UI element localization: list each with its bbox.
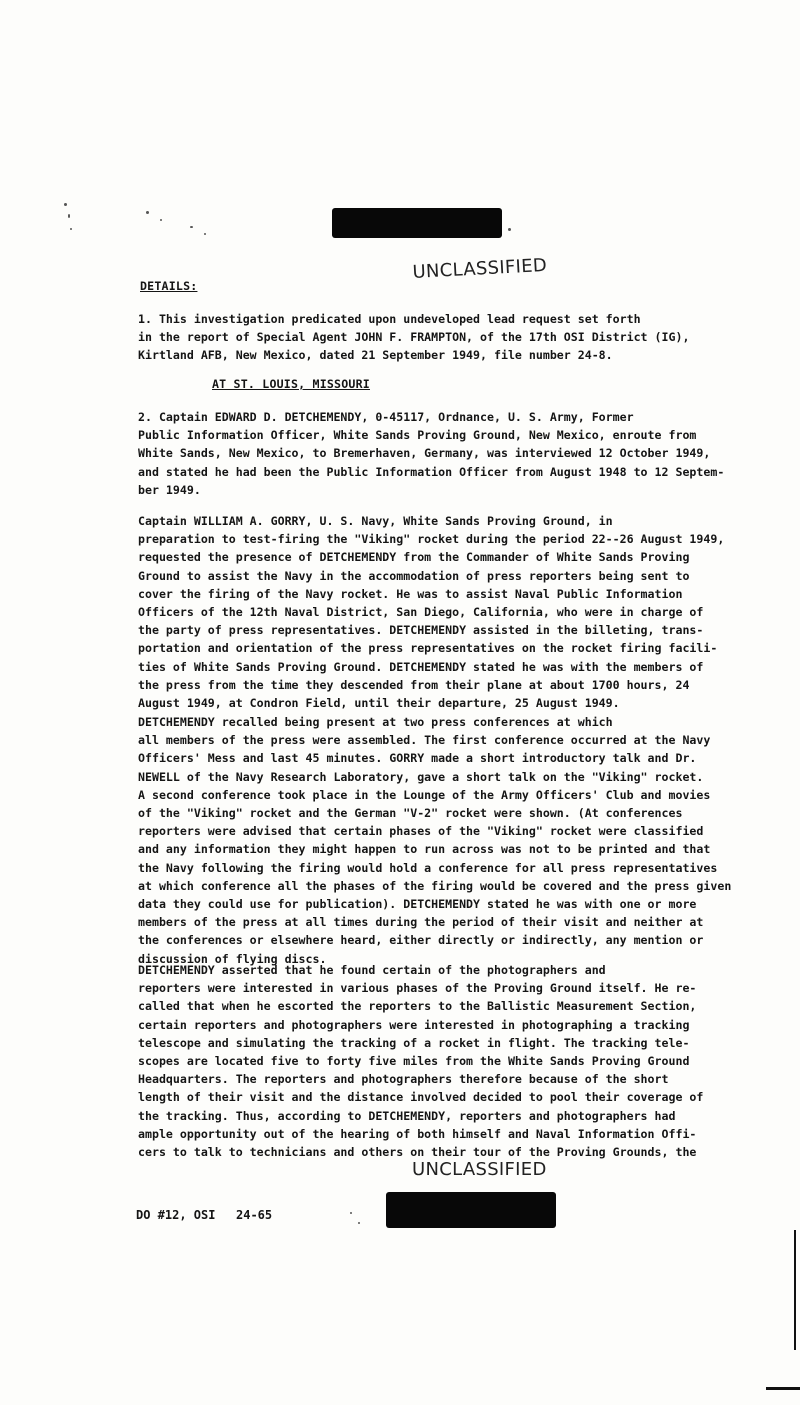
paragraph-5: DETCHEMENDY asserted that he found certain of the photographers and reporters were interested in various phases of the Proving Ground itself. He re- called that when he escorted the reporters to the Ballistic Measurement Section, certain reporters and photographers were interested in photographing a tracking telescope and simulating the tracking of a rocket in flight. The tracking tele- scopes are located five to forty five miles from the White Sands Proving Ground Headquarters. The reporters and photographers therefore because of the short length of their visit and the distance involved decided to pool their coverage of the tracking. Thus, according to DETCHEMENDY, reporters and photographers had ample opportunity out of the hearing of both himself and Naval Information Offi- cers to talk to technicians and others on their tour of the Proving Grounds, the [138, 963, 704, 1160]
redaction-bar-top [332, 208, 502, 238]
paragraph-3: Captain WILLIAM A. GORRY, U. S. Navy, White Sands Proving Ground, in preparation to test-firing the "Viking" rocket during the period 22--26 August 1949, requested the presence of DETCHEMENDY from the Commander of White Sands Proving Ground to assist the Navy in the accommodation of press reporters being sent to cover the firing of the Navy rocket. He was to assist Naval Public Information Officers of the 12th Naval District, San Diego, California, who were in charge of the party of press representatives. DETCHEMENDY assisted in the billeting, trans- portation and orientation of the press representatives on the rocket firing facili- ties of White Sands Proving Ground. DETCHEMENDY stated he was with the members of the press from the time they descended from their plane at about 1700 hours, 24 August 1949, at Condron Field, until their departure, 25 August 1949. [138, 514, 725, 711]
classification-stamp-bottom: UNCLASSIFIED [412, 1159, 547, 1180]
scan-edge-mark [766, 1387, 800, 1390]
scan-speck [204, 233, 206, 235]
redaction-bar-bottom [386, 1192, 556, 1228]
scan-speck [68, 214, 70, 218]
scan-edge-mark [794, 1230, 796, 1350]
paragraph-1: 1. This investigation predicated upon undeveloped lead request set forth in the report of Special Agent JOHN F. FRAMPTON, of the 17th OSI District (IG), Kirtland AFB, New Mexico, dated 21 September 1949, file number 24-8. [138, 312, 690, 363]
scan-speck [508, 228, 511, 231]
office-reference: DO #12, OSI [136, 1208, 216, 1222]
scan-speck [350, 1212, 352, 1214]
scan-speck [160, 219, 162, 221]
paragraph-2: 2. Captain EDWARD D. DETCHEMENDY, 0-45117, Ordnance, U. S. Army, Former Public Information Officer, White Sands Proving Ground, New Mexico, enroute from White Sands, New Mexico, to Bremerhaven, Germany, was interviewed 12 October 1949, and stated he had been the Public Information Officer from August 1948 to 12 Septem- ber 1949. [138, 410, 725, 497]
file-reference: 24-65 [236, 1208, 273, 1222]
details-label: DETAILS: [140, 279, 198, 293]
classification-stamp-top: UNCLASSIFIED [412, 254, 548, 283]
scan-speck [190, 226, 193, 228]
scan-speck [70, 228, 72, 230]
paragraph-4: DETCHEMENDY recalled being present at two press conferences at which all members of the press were assembled. The first conference occurred at the Navy Officers' Mess and last 45 minutes. GORRY made a short introductory talk and Dr. NEWELL of the Navy Research Laboratory, gave a short talk on the "Viking" rocket. A second conference took place in the Lounge of the Army Officers' Club and movies of the "Viking" rocket and the German "V-2" rocket were shown. (At conferences reporters were advised that certain phases of the "Viking" rocket were classified and any information they might happen to run across was not to be printed and that the Navy following the firing would hold a conference for all press representatives at which conference all the phases of the firing would be covered and the press given data they could use for publication). DETCHEMENDY stated he was with one or more members of the press at all times during the period of their visit and neither at the conferences or elsewhere heard, either directly or indirectly, any mention or discussion of flying discs. [138, 715, 732, 966]
location-heading: AT ST. LOUIS, MISSOURI [212, 377, 370, 391]
scan-speck [64, 203, 67, 206]
scan-speck [358, 1222, 360, 1224]
scan-speck [146, 211, 149, 214]
